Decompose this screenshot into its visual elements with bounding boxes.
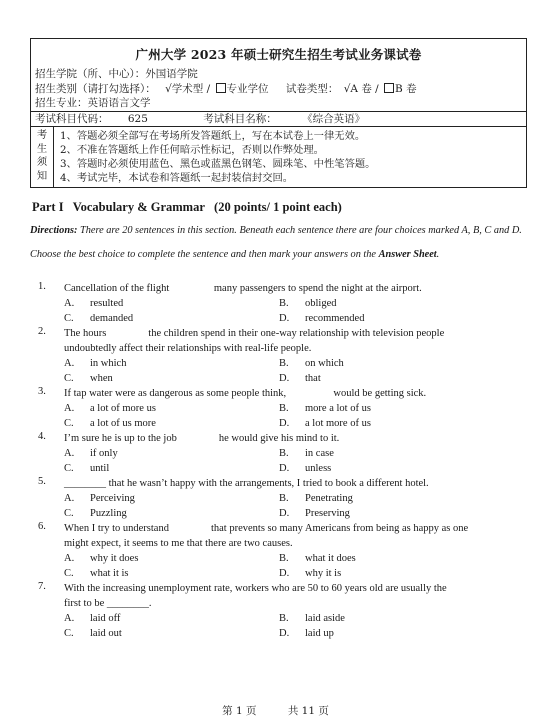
question-list	[30, 281, 527, 641]
option-letter: C.	[64, 418, 74, 429]
question-number: 7.	[38, 581, 46, 592]
question-stem: If tap water were as dangerous as some people think, would be getting sick.	[64, 388, 427, 399]
option-text: a lot of us more	[90, 418, 156, 429]
option-text: in which	[90, 358, 127, 369]
exam-header-box	[30, 38, 527, 188]
option-b	[279, 551, 479, 566]
option-text: until	[90, 463, 110, 474]
option-letter: D.	[279, 463, 290, 474]
option-letter: D.	[279, 568, 290, 579]
notice-item: 3、答题时必须使用蓝色、黑色或蓝黑色钢笔、圆珠笔、中性笔答题。	[60, 158, 376, 170]
option-text: more a lot of us	[305, 403, 371, 414]
option-a	[64, 356, 279, 371]
option-text: when	[90, 373, 113, 384]
option-letter: A.	[64, 553, 75, 564]
option-c	[64, 311, 279, 326]
option-d	[279, 371, 479, 386]
subject-name: 《综合英语》	[302, 112, 366, 125]
option-b	[279, 356, 479, 371]
notice-item: 1、答题必须全部写在考场所发答题纸上，写在本试卷上一律无效。	[60, 130, 366, 142]
exam-sheet	[30, 38, 527, 641]
question-stem: When I try to understand that prevents so many Americans from being as happy as one	[64, 523, 469, 534]
option-letter: A.	[64, 448, 75, 459]
option-letter: D.	[279, 373, 290, 384]
academic-option: √学术型 /	[165, 82, 211, 95]
option-letter: D.	[279, 508, 290, 519]
question-stem: I’m sure he is up to the job he would give his mind to it.	[64, 433, 340, 444]
option-letter: A.	[64, 493, 75, 504]
option-letter: C.	[64, 628, 74, 639]
option-text: Preserving	[305, 508, 350, 519]
option-letter: B.	[279, 358, 289, 369]
paper-b-checkbox	[384, 83, 394, 93]
option-d	[279, 416, 479, 431]
option-grid	[64, 296, 527, 326]
option-grid	[64, 446, 527, 476]
question-1	[30, 281, 527, 326]
question-number: 2.	[38, 326, 46, 337]
question-5	[30, 476, 527, 521]
option-d	[279, 566, 479, 581]
option-text: Penetrating	[305, 493, 353, 504]
option-c	[64, 371, 279, 386]
option-a	[64, 446, 279, 461]
exam-notice	[31, 126, 526, 187]
option-letter: C.	[64, 508, 74, 519]
subject-code: 625	[127, 112, 148, 125]
major-line: 招生专业：英语语言文学	[35, 97, 151, 109]
option-c	[64, 461, 279, 476]
option-c	[64, 416, 279, 431]
option-letter: C.	[64, 313, 74, 324]
option-text: a lot more of us	[305, 418, 371, 429]
school-line: 招生学院（所、中心）：外国语学院	[35, 68, 198, 80]
question-number: 5.	[38, 476, 46, 487]
option-grid	[64, 491, 527, 521]
option-letter: B.	[279, 403, 289, 414]
option-d	[279, 461, 479, 476]
question-number: 1.	[38, 281, 46, 292]
option-letter: B.	[279, 493, 289, 504]
notice-item: 4、考试完毕，本试卷和答题纸一起封装信封交回。	[60, 172, 294, 184]
option-a	[64, 401, 279, 416]
option-b	[279, 401, 479, 416]
option-text: that	[305, 373, 321, 384]
option-letter: D.	[279, 628, 290, 639]
option-text: Perceiving	[90, 493, 135, 504]
option-d	[279, 626, 479, 641]
option-d	[279, 506, 479, 521]
option-c	[64, 626, 279, 641]
option-letter: C.	[64, 463, 74, 474]
paper-a-option: √A 卷 /	[343, 82, 379, 95]
option-text: in case	[305, 448, 334, 459]
option-b	[279, 611, 479, 626]
question-stem: The hours the children spend in their one-way relationship with television people	[64, 328, 445, 339]
question-number: 4.	[38, 431, 46, 442]
question-number: 6.	[38, 521, 46, 532]
option-letter: A.	[64, 613, 75, 624]
option-text: laid aside	[305, 613, 345, 624]
question-stem: With the increasing unemployment rate, workers who are 50 to 60 years old are usually the	[64, 583, 447, 594]
question-stem: ________ that he wasn’t happy with the arrangements, I tried to book a different hotel.	[64, 478, 429, 489]
question-stem: first to be ________.	[64, 598, 152, 609]
question-7	[30, 581, 527, 641]
option-a	[64, 551, 279, 566]
exam-title: 广州大学 2023 年硕士研究生招生考试业务课试卷	[135, 47, 422, 62]
option-grid	[64, 401, 527, 431]
option-text: obliged	[305, 298, 337, 309]
option-letter: D.	[279, 418, 290, 429]
option-letter: B.	[279, 298, 289, 309]
option-text: laid off	[90, 613, 121, 624]
option-text: demanded	[90, 313, 134, 324]
option-text: why it does	[90, 553, 139, 564]
option-grid	[64, 356, 527, 386]
option-a	[64, 491, 279, 506]
option-text: Puzzling	[90, 508, 127, 519]
notice-item: 2、不准在答题纸上作任何暗示性标记，否则以作弊处理。	[60, 144, 324, 156]
professional-checkbox	[216, 83, 226, 93]
option-letter: A.	[64, 358, 75, 369]
option-text: what it does	[305, 553, 356, 564]
option-text: laid up	[305, 628, 334, 639]
page-footer	[0, 703, 551, 718]
question-stem: might expect, it seems to me that there are two causes.	[64, 538, 293, 549]
option-text: what it is	[90, 568, 129, 579]
question-3	[30, 386, 527, 431]
option-text: resulted	[90, 298, 124, 309]
option-a	[64, 296, 279, 311]
notice-items	[54, 127, 381, 187]
option-d	[279, 311, 479, 326]
question-stem: Cancellation of the flight many passengers to spend the night at the airport.	[64, 283, 422, 294]
question-2	[30, 326, 527, 386]
option-grid	[64, 551, 527, 581]
option-b	[279, 446, 479, 461]
page-total: 共 11 页	[287, 705, 329, 717]
question-4	[30, 431, 527, 476]
option-grid	[64, 611, 527, 641]
directions: Directions: There are 20 sentences in this section. Beneath each sentence there are four choices marked A, B, C and D. Choose the best choice to complete the sentence and then mark your answers on the Answer Sheet.	[30, 225, 522, 260]
option-letter: A.	[64, 403, 75, 414]
option-letter: C.	[64, 568, 74, 579]
part-title: Part I Vocabulary & Grammar (20 points/ 1 point each)	[32, 200, 342, 214]
option-text: laid out	[90, 628, 122, 639]
option-text: recommended	[305, 313, 365, 324]
option-b	[279, 491, 479, 506]
notice-label: 考 生 须 知	[31, 127, 54, 187]
category-line: 招生类别（请打勾选择）： √学术型 / 专业学位 试卷类型： √A 卷 / B 卷	[35, 82, 417, 95]
option-b	[279, 296, 479, 311]
option-c	[64, 566, 279, 581]
option-letter: A.	[64, 298, 75, 309]
option-a	[64, 611, 279, 626]
option-text: on which	[305, 358, 344, 369]
option-text: unless	[305, 463, 332, 474]
option-letter: B.	[279, 553, 289, 564]
option-letter: C.	[64, 373, 74, 384]
option-text: why it is	[305, 568, 342, 579]
option-c	[64, 506, 279, 521]
option-letter: B.	[279, 613, 289, 624]
option-text: a lot of more us	[90, 403, 156, 414]
subject-line: 考试科目代码： 625 考试科目名称： 《综合英语》	[31, 111, 526, 127]
option-letter: B.	[279, 448, 289, 459]
page-number: 第 1 页	[222, 705, 257, 717]
question-stem: undoubtedly affect their relationships with real-life people.	[64, 343, 312, 354]
exam-info	[31, 67, 526, 111]
question-number: 3.	[38, 386, 46, 397]
option-letter: D.	[279, 313, 290, 324]
question-6	[30, 521, 527, 581]
option-text: if only	[90, 448, 118, 459]
